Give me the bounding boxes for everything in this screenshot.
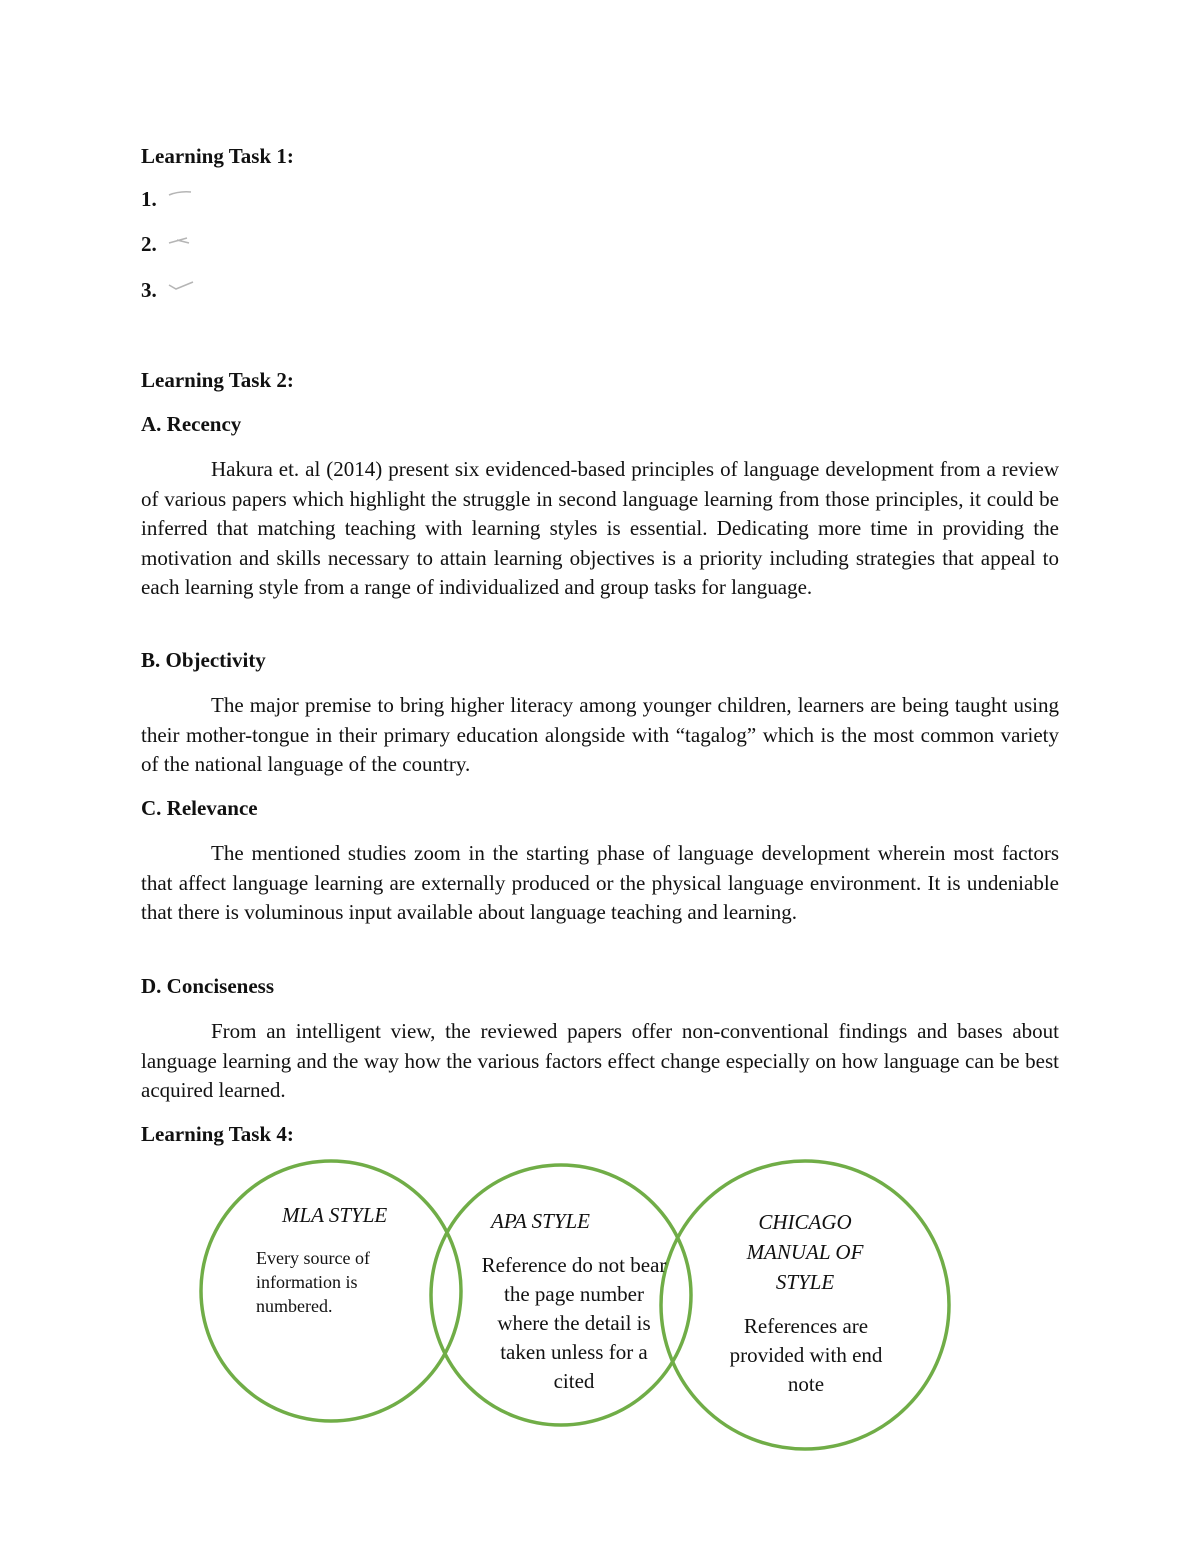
mla-title: MLA STYLE [282, 1203, 388, 1227]
task1-item-1 [141, 187, 197, 212]
section-c-label: C. Relevance [141, 796, 258, 820]
section-a-text: Hakura et. al (2014) present six evidenced-based principles of language development from a review of various papers which highlight the struggle in second language learning from those principles, it could be inferred that matching teaching with learning styles is essential. Dedicating more time in providing the motivation and skills necessary to attain learning objectives is a priority including strategies that appeal to each learning style from a range of individualized and group tasks for language. [141, 457, 1059, 600]
chicago-text: References are provided with end note [729, 1314, 883, 1396]
apa-text: Reference do not bear the page number where the detail is taken unless for a cited [481, 1253, 667, 1393]
section-a-label: A. Recency [141, 412, 242, 436]
item-number: 1. [141, 187, 157, 211]
task1-item-2 [141, 232, 197, 257]
section-b-label: B. Objectivity [141, 648, 266, 672]
chicago-title: CHICAGO MANUAL OF STYLE [746, 1210, 864, 1294]
pen-mark-icon [163, 189, 197, 211]
task1-heading: Learning Task 1: [141, 144, 294, 168]
section-d-text: From an intelligent view, the reviewed papers offer non-conventional findings and bases about language learning and the way how the various factors effect change especially on how language can be best acquired learned. [141, 1019, 1059, 1103]
mla-text: Every source of information is numbered. [256, 1248, 370, 1316]
task2-heading: Learning Task 2: [141, 368, 294, 392]
section-d-label: D. Conciseness [141, 974, 275, 998]
item-number: 2. [141, 232, 157, 256]
task4-heading: Learning Task 4: [141, 1122, 294, 1146]
section-c-text: The mentioned studies zoom in the starting phase of language development wherein most factors that affect language learning are externally produced or the physical language environment. It is undeniable that there is voluminous input available about language teaching and learning. [141, 841, 1059, 925]
chicago-circle [661, 1161, 949, 1449]
pen-mark-icon [163, 234, 197, 256]
apa-title: APA STYLE [491, 1209, 591, 1233]
section-b-text: The major premise to bring higher literacy among younger children, learners are being taught using their mother-tongue in their primary education alongside with “tagalog” which is the most common variety of the national language of the country. [141, 693, 1059, 777]
task1-item-3 [141, 278, 197, 303]
item-number: 3. [141, 278, 157, 302]
check-mark-icon [163, 280, 197, 302]
